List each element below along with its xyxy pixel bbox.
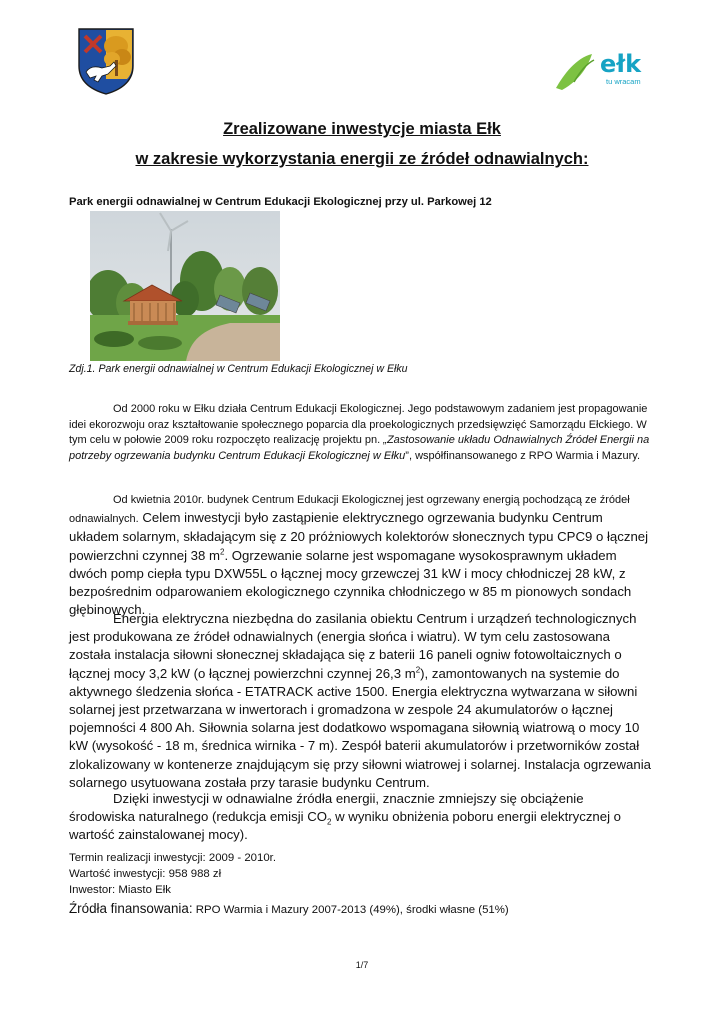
logo-wordmark: ełk [600,50,642,78]
energy-park-photo [90,211,280,361]
investment-value: Wartość inwestycji: 958 988 zł [69,868,222,880]
paragraph-1 [69,402,653,464]
elk-coat-of-arms-icon [76,26,136,96]
elk-tu-wracam-logo [554,44,662,94]
photo-caption: Zdj.1. Park energii odnawialnej w Centrum Edukacji Ekologicznej w Ełku [69,363,408,375]
logo-tagline: tu wracam [606,77,641,86]
paragraph-3 [69,610,653,792]
investor: Inwestor: Miasto Ełk [69,884,171,896]
page-number: 1/7 [355,960,369,970]
paragraph-1-end: ”, współfinansowanego z RPO Warmia i Mazury. [405,449,641,462]
paragraph-3-text: Energia elektryczna niezbędna do zasilania obiektu Centrum i urządzeń technologicznych jest produkowana ze źródeł odnawialnych (energia słońca i wiatru). W tym celu zastosowana została instalacja siłowni słonecznej składająca się z baterii 16 paneli ogniw fotowoltaicznych o łącznej mocy 3,2 kW (o łącznej powierzchni czynnej 26,3 m [69,611,637,681]
paragraph-2-text: Celem inwestycji było zastąpienie elektrycznego ogrzewania budynku Centrum układem solarnym, składającym się z 20 próżniowych kolektorów słonecznych typu CPC9 o łącznej powierzchni czynnej 38 m [69,510,649,563]
funding-sources [69,901,509,916]
paragraph-2 [69,490,653,619]
funding-label: Źródła finansowania: [69,901,193,916]
paragraph-4-text: Dzięki inwestycji w odnawialne źródła energii, znacznie zmniejszy się obciążenie środowiska naturalnego (redukcja emisji CO [69,791,584,825]
paragraph-3-end: ), zamontowanych na systemie do aktywnego śledzenia słońca - ETATRACK active 1500. Energia elektryczna wytwarzana w siłowni solarnej jest przetwarzana w inwertorach i gromadzona w zespole 24 akumulatorów o łącznej pojemności 4 800 Ah. Siłownia solarna jest dodatkowo wspomagana siłownią wiatrową o mocy 10 kW (wysokość - 18 m, średnica wirnika - 7 m). Zespół baterii akumulatorów i przetworników został zlokalizowany w kontenerze znajdującym się przy siłowni wiatrowej i solarnej. Instalacja ogrzewania solarnego usytuowana została przy tarasie budynku Centrum. [69,665,651,790]
paragraph-4 [69,790,653,845]
project-name: „Zastosowanie układu Odnawialnych Źródeł Energii na potrzeby ogrzewania budynku Centrum Edukacji Ekologicznej w Ełku [69,434,650,462]
section-heading: Park energii odnawialnej w Centrum Edukacji Ekologicznej przy ul. Parkowej 12 [69,196,492,208]
paragraph-2-end: . Ogrzewanie solarne jest wspomagane wysokosprawnym układem dwóch pomp ciepła typu DXW55L o łącznej mocy grzewczej 31 kW i mocy chłodniczej 28 kW, z bezpośrednim odparowaniem ekologicznego czynnika chłodniczego w 85 m pionowych sondach głębinowych. [69,547,632,618]
page-title-line-1: Zrealizowane inwestycje miasta Ełk [223,120,501,138]
page-title-line-2: w zakresie wykorzystania energii ze źródeł odnawialnych: [135,150,589,168]
funding-value: RPO Warmia i Mazury 2007-2013 (49%), środki własne (51%) [192,904,509,916]
investment-term: Termin realizacji inwestycji: 2009 - 2010r. [69,852,277,864]
superscript: 2 [415,665,421,675]
paragraph-2-intro: Od kwietnia 2010r. budynek Centrum Edukacji Ekologicznej jest ogrzewany energią pochodzącą ze źródeł odnawialnych. [69,494,630,526]
paragraph-4-end: w wyniku obniżenia poboru energii elektrycznej o wartość zainstalowanej mocy). [69,809,622,843]
subscript: 2 [327,817,332,827]
superscript: 2 [220,547,225,557]
paragraph-1-text: Od 2000 roku w Ełku działa Centrum Edukacji Ekologicznej. Jego podstawowym zadaniem jest propagowanie idei ekorozwoju oraz kształtowanie społecznego poparcia dla proekologicznych przedsięwzięć Samorządu Ełckiego. W tym celu w połowie 2009 roku rozpoczęto realizację projektu pn. [69,403,648,447]
